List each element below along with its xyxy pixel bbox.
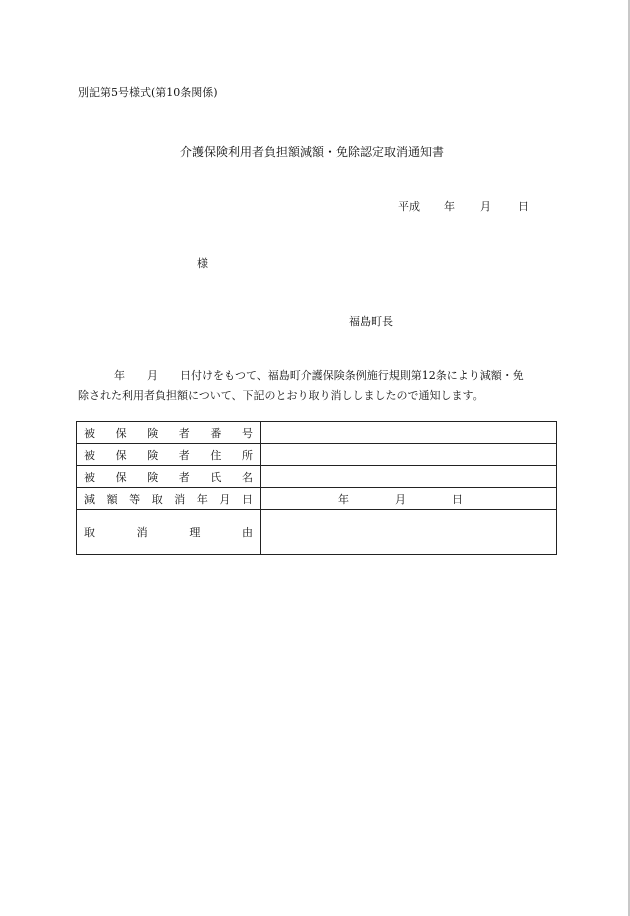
- table-row: [77, 444, 557, 466]
- table-row: [77, 466, 557, 488]
- row-label-cancellation-reason: 取 消 理 由: [77, 510, 261, 555]
- issuer-name: 福島町長: [349, 315, 393, 328]
- date-month: 月: [480, 200, 491, 213]
- insured-name-field[interactable]: [261, 466, 557, 488]
- table-row: [77, 488, 557, 510]
- notice-table: [76, 421, 557, 555]
- issue-date: [398, 198, 529, 214]
- row-label-insured-address: 被 保 険 者 住 所: [77, 444, 261, 466]
- body-text-line-2: 除された利用者負担額について、下記のとおり取り消ししましたので通知します。: [78, 389, 484, 402]
- form-id: 別記第5号様式(第10条関係): [78, 86, 218, 99]
- document-title: 介護保険利用者負担額減額・免除認定取消通知書: [180, 145, 445, 159]
- cancel-day-label: 日: [452, 492, 463, 506]
- table-row: [77, 422, 557, 444]
- row-label-insured-name: 被 保 険 者 氏 名: [77, 466, 261, 488]
- date-day: 日: [518, 200, 529, 213]
- cancellation-date-field[interactable]: [261, 488, 557, 510]
- date-era: 平成: [398, 200, 420, 213]
- cancel-year-label: 年: [338, 492, 349, 506]
- insured-address-field[interactable]: [261, 444, 557, 466]
- insured-number-field[interactable]: [261, 422, 557, 444]
- row-label-insured-number: 被 保 険 者 番 号: [77, 422, 261, 444]
- row-label-cancellation-date: 減 額 等 取 消 年 月 日: [77, 488, 261, 510]
- cancel-month-label: 月: [395, 492, 406, 506]
- table-row: [77, 510, 557, 555]
- recipient-honorific: 様: [197, 257, 208, 270]
- body-text-line-1: 年 月 日付けをもつて、福島町介護保険条例施行規則第12条により減額・免: [114, 369, 524, 382]
- date-year: 年: [444, 200, 455, 213]
- cancellation-reason-field[interactable]: [261, 510, 557, 555]
